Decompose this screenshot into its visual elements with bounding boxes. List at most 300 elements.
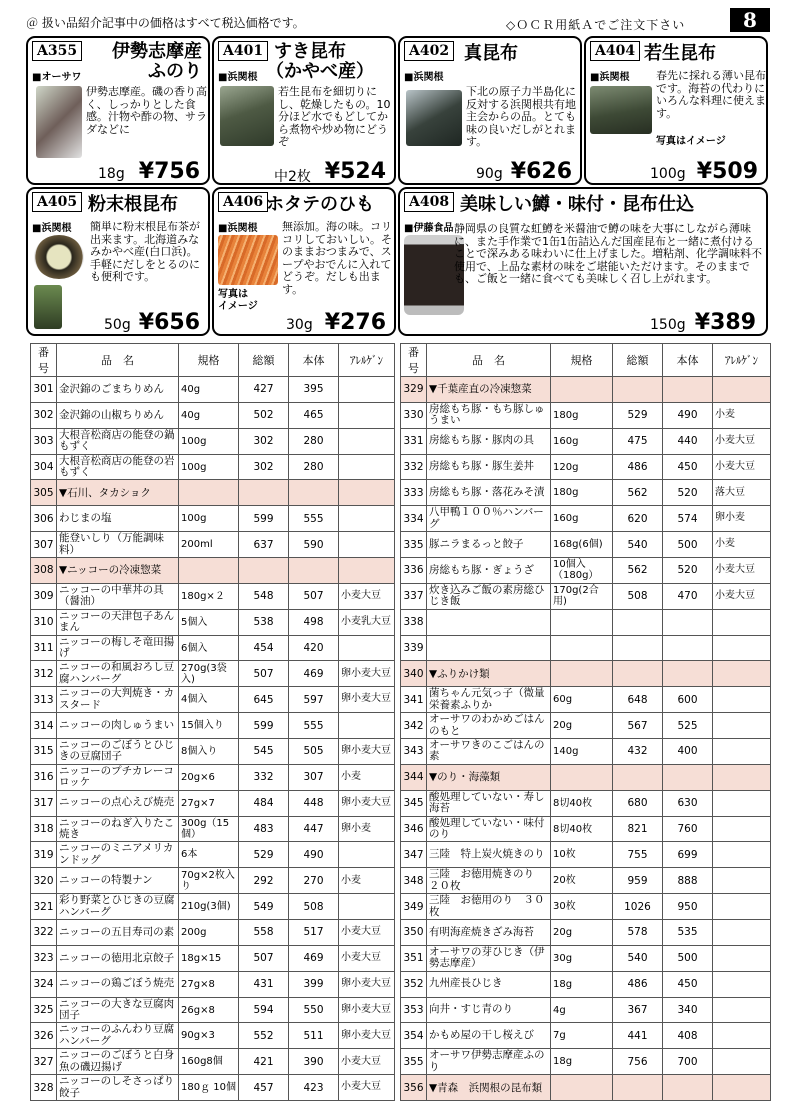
item-allergen	[713, 609, 771, 635]
table-row	[401, 687, 771, 713]
header-name: 品 名	[427, 344, 551, 377]
empty-cell	[551, 377, 613, 403]
item-number: 329	[401, 377, 427, 403]
item-spec: 6本	[179, 842, 239, 868]
item-spec: 180g	[551, 480, 613, 506]
item-spec: 5個入	[179, 609, 239, 635]
item-spec: 15個入り	[179, 713, 239, 739]
item-number: 323	[31, 945, 57, 971]
item-name: 房総もち豚・ぎょうざ	[427, 558, 551, 584]
maker: ■伊藤食品	[404, 223, 454, 234]
table-row	[31, 971, 395, 997]
header-allergen: ｱﾚﾙｹﾞﾝ	[339, 344, 395, 377]
item-name: ニッコーのねぎ入りたこ焼き	[57, 816, 179, 842]
product-code: A402	[404, 41, 454, 61]
item-total: 483	[239, 816, 289, 842]
item-number: 327	[31, 1049, 57, 1075]
item-spec: 8個入り	[179, 739, 239, 765]
item-total: 486	[613, 454, 663, 480]
item-spec: 18g	[551, 1049, 613, 1075]
item-allergen	[339, 842, 395, 868]
item-base: 498	[289, 609, 339, 635]
item-allergen	[713, 997, 771, 1023]
empty-cell	[663, 377, 713, 403]
item-name: 有明海産焼きざみ海苔	[427, 920, 551, 946]
item-spec: 4g	[551, 997, 613, 1023]
item-name	[427, 635, 551, 661]
item-spec: 140g	[551, 739, 613, 765]
item-allergen: 卵小麦大豆	[339, 687, 395, 713]
empty-cell	[613, 1075, 663, 1101]
item-number: 315	[31, 739, 57, 765]
item-allergen	[713, 971, 771, 997]
price: ¥509	[696, 159, 758, 184]
quantity: 中2枚	[274, 169, 311, 185]
table-header-row	[401, 344, 771, 377]
item-base: 280	[289, 428, 339, 454]
item-allergen	[713, 739, 771, 765]
item-base: 490	[663, 402, 713, 428]
header-base: 本体	[289, 344, 339, 377]
item-base: 597	[289, 687, 339, 713]
empty-cell	[179, 480, 239, 506]
table-row	[31, 661, 395, 687]
section-row	[31, 558, 395, 584]
item-base: 517	[289, 920, 339, 946]
item-allergen	[339, 454, 395, 480]
table-row	[31, 894, 395, 920]
item-name: ニッコーの中華丼の具（醤油）	[57, 583, 179, 609]
item-allergen: 卵小麦	[339, 816, 395, 842]
product-name: ホタテのひも	[266, 194, 374, 215]
item-name: 三陸 特上炭火焼きのり	[427, 842, 551, 868]
item-number: 324	[31, 971, 57, 997]
product-card-a355[interactable]	[26, 36, 210, 185]
price-table-left	[30, 343, 395, 1101]
maker: ■浜関根	[404, 72, 444, 83]
item-name: ニッコーの天津包子あんまん	[57, 609, 179, 635]
product-package-photo	[34, 285, 62, 329]
empty-cell	[339, 558, 395, 584]
table-row	[31, 816, 395, 842]
item-number: 334	[401, 506, 427, 532]
item-base: 888	[663, 868, 713, 894]
product-card-a401[interactable]	[212, 36, 396, 185]
item-total: 302	[239, 428, 289, 454]
item-name: 金沢錦の山椒ちりめん	[57, 402, 179, 428]
item-name: 大根音松商店の能登の岩もずく	[57, 454, 179, 480]
item-name: 大根音松商店の能登の鍋もずく	[57, 428, 179, 454]
product-name: 真昆布	[464, 43, 518, 64]
table-row	[401, 480, 771, 506]
item-spec: 27g×7	[179, 790, 239, 816]
item-base: 525	[663, 713, 713, 739]
table-row	[401, 713, 771, 739]
item-allergen: 落大豆	[713, 480, 771, 506]
item-total: 599	[239, 713, 289, 739]
item-total: 562	[613, 558, 663, 584]
item-total: 454	[239, 635, 289, 661]
section-row	[401, 1075, 771, 1101]
item-allergen: 小麦大豆	[713, 583, 771, 609]
product-code: A408	[404, 192, 454, 212]
item-number: 322	[31, 920, 57, 946]
product-description: 下北の原子力半島化に反対する浜関根共有地主会からの品。とても味の良いだしがとれます。	[466, 86, 576, 148]
item-spec: 60g	[551, 687, 613, 713]
product-code: A401	[218, 41, 268, 61]
item-spec: 160g	[551, 506, 613, 532]
table-row	[401, 920, 771, 946]
item-base: 520	[663, 480, 713, 506]
product-description: 簡単に粉末根昆布茶が出来ます。北海道みなみかやべ産(白口浜)。手軽にだしをとるのにも便利です。	[90, 221, 200, 283]
price: ¥276	[324, 310, 386, 335]
header-spec: 規格	[551, 344, 613, 377]
item-allergen: 小麦大豆	[339, 1049, 395, 1075]
product-name: 美味しい鱒・味付・昆布仕込	[460, 194, 694, 215]
item-spec: 18g×15	[179, 945, 239, 971]
item-total: 959	[613, 868, 663, 894]
table-row	[31, 454, 395, 480]
item-number: 317	[31, 790, 57, 816]
item-total: 441	[613, 1023, 663, 1049]
product-description: 伊勢志摩産。磯の香り高く、しっかりとした食感。汁物や酢の物、サラダなどに	[86, 86, 207, 136]
photo-note: 写真はイメージ	[656, 136, 726, 147]
item-number: 356	[401, 1075, 427, 1101]
item-number: 302	[31, 402, 57, 428]
item-total: 507	[239, 945, 289, 971]
item-total: 562	[613, 480, 663, 506]
item-total: 486	[613, 971, 663, 997]
item-name: 房総もち豚・落花みそ漬	[427, 480, 551, 506]
item-spec: 4個入	[179, 687, 239, 713]
table-row	[401, 739, 771, 765]
item-name: ニッコーの徳用北京餃子	[57, 945, 179, 971]
item-allergen	[339, 428, 395, 454]
table-row	[31, 790, 395, 816]
item-allergen: 卵小麦大豆	[339, 997, 395, 1023]
item-spec: 160g	[551, 428, 613, 454]
item-total: 599	[239, 506, 289, 532]
item-name: 房総もち豚・もち豚しゅうまい	[427, 402, 551, 428]
product-card-a405[interactable]	[26, 187, 210, 336]
empty-cell	[551, 764, 613, 790]
item-allergen: 小麦大豆	[339, 1075, 395, 1101]
item-base: 950	[663, 894, 713, 920]
item-total: 558	[239, 920, 289, 946]
product-photo	[590, 86, 652, 134]
item-spec: 180g×２	[179, 583, 239, 609]
item-number: 306	[31, 506, 57, 532]
item-allergen	[713, 790, 771, 816]
section-title: ▼ニッコーの冷凍惣菜	[57, 558, 179, 584]
empty-cell	[239, 480, 289, 506]
table-row	[31, 920, 395, 946]
item-name: オーサワの芽ひじき（伊勢志摩産）	[427, 945, 551, 971]
product-name-line2: ふのり	[148, 61, 202, 82]
empty-cell	[713, 661, 771, 687]
item-spec: 200ml	[179, 532, 239, 558]
item-total: 432	[613, 739, 663, 765]
product-description: 静岡県の良質な虹鱒を米醤油で鱒の味を大事にしながら薄味に、また手作業で1缶1缶詰込んだ国産昆布と一緒に煮付けることで深みある味わいに仕上げました。増粘剤、化学調味料不使用で、上品な素材の味をご堪能いただけます。そのままでも、ご飯と一緒に食べても美味しく召し上がれます。	[454, 223, 762, 285]
item-number: 305	[31, 480, 57, 506]
item-spec: 168g(6個)	[551, 532, 613, 558]
item-base: 630	[663, 790, 713, 816]
item-number: 319	[31, 842, 57, 868]
photo-note: 写真は イメージ	[218, 289, 258, 312]
table-row	[401, 997, 771, 1023]
quantity: 90g	[476, 166, 503, 182]
item-name: 九州産長ひじき	[427, 971, 551, 997]
item-spec: 100g	[179, 506, 239, 532]
product-code: A404	[590, 41, 640, 61]
table-row	[401, 609, 771, 635]
item-base: 590	[289, 532, 339, 558]
table-row	[31, 945, 395, 971]
item-number: 312	[31, 661, 57, 687]
table-row	[401, 428, 771, 454]
table-row	[401, 1049, 771, 1075]
item-name: ニッコーの点心えび焼売	[57, 790, 179, 816]
maker: ■浜関根	[218, 223, 258, 234]
table-row	[31, 1049, 395, 1075]
item-allergen	[713, 920, 771, 946]
table-row	[401, 558, 771, 584]
empty-cell	[713, 377, 771, 403]
item-number: 321	[31, 894, 57, 920]
empty-cell	[713, 764, 771, 790]
item-name: オーサワ伊勢志摩産ふのり	[427, 1049, 551, 1075]
item-total: 637	[239, 532, 289, 558]
item-allergen: 卵小麦大豆	[339, 1023, 395, 1049]
product-code: A355	[32, 41, 82, 61]
item-spec: 30枚	[551, 894, 613, 920]
item-base: 447	[289, 816, 339, 842]
item-total: 680	[613, 790, 663, 816]
item-name: オーサワきのこごはんの素	[427, 739, 551, 765]
item-number: 308	[31, 558, 57, 584]
table-row	[31, 609, 395, 635]
item-number: 348	[401, 868, 427, 894]
item-total: 507	[239, 661, 289, 687]
item-name: ニッコーのしそさっぱり餃子	[57, 1075, 179, 1101]
table-row	[31, 532, 395, 558]
empty-cell	[663, 764, 713, 790]
item-total: 302	[239, 454, 289, 480]
item-total: 427	[239, 377, 289, 403]
item-number: 309	[31, 583, 57, 609]
empty-cell	[289, 480, 339, 506]
item-number: 307	[31, 532, 57, 558]
item-name: ニッコーの梅しそ竜田揚げ	[57, 635, 179, 661]
item-base: 555	[289, 506, 339, 532]
product-card-a404[interactable]	[584, 36, 768, 185]
item-number: 328	[31, 1075, 57, 1101]
product-description: 春先に採れる薄い昆布です。海苔の代わりにいろんな料理に使えます。	[656, 70, 766, 120]
item-name: 房総もち豚・豚肉の具	[427, 428, 551, 454]
item-name: 彩り野菜とひじきの豆腐ハンバーグ	[57, 894, 179, 920]
item-name: ニッコーのごぼうとひじきの豆腐団子	[57, 739, 179, 765]
item-allergen	[713, 868, 771, 894]
item-number: 320	[31, 868, 57, 894]
item-allergen: 卵小麦	[713, 506, 771, 532]
item-base: 399	[289, 971, 339, 997]
item-name: ニッコーのふんわり豆腐ハンバーグ	[57, 1023, 179, 1049]
item-spec: 18g	[551, 971, 613, 997]
section-row	[31, 480, 395, 506]
item-allergen: 小麦	[713, 402, 771, 428]
product-photo	[220, 86, 274, 146]
item-total: 292	[239, 868, 289, 894]
item-spec: 10個入（180g）	[551, 558, 613, 584]
item-base: 760	[663, 816, 713, 842]
item-name: ニッコーのごぼうと白身魚の磯辺揚げ	[57, 1049, 179, 1075]
item-allergen: 小麦大豆	[713, 558, 771, 584]
table-row	[31, 764, 395, 790]
item-base	[663, 609, 713, 635]
empty-cell	[663, 661, 713, 687]
item-number: 338	[401, 609, 427, 635]
item-total: 648	[613, 687, 663, 713]
item-name: ニッコーの五目寿司の素	[57, 920, 179, 946]
item-allergen: 小麦	[339, 764, 395, 790]
item-base: 469	[289, 661, 339, 687]
table-row	[401, 402, 771, 428]
price: ¥389	[694, 310, 756, 335]
empty-cell	[613, 764, 663, 790]
table-header-row	[31, 344, 395, 377]
item-total: 548	[239, 583, 289, 609]
empty-cell	[239, 558, 289, 584]
item-number: 313	[31, 687, 57, 713]
item-spec: 70g×2枚入り	[179, 868, 239, 894]
header-no: 番号	[31, 344, 57, 377]
item-total: 431	[239, 971, 289, 997]
table-row	[31, 402, 395, 428]
product-photo	[218, 235, 278, 285]
item-spec	[551, 635, 613, 661]
item-allergen	[713, 1023, 771, 1049]
empty-cell	[551, 661, 613, 687]
table-row	[401, 868, 771, 894]
product-card-a402[interactable]	[398, 36, 582, 185]
item-spec: 26g×8	[179, 997, 239, 1023]
product-card-a408[interactable]	[398, 187, 768, 336]
table-row	[31, 997, 395, 1023]
table-row	[31, 868, 395, 894]
item-base: 408	[663, 1023, 713, 1049]
section-row	[401, 661, 771, 687]
item-base: 465	[289, 402, 339, 428]
item-spec	[551, 609, 613, 635]
item-allergen: 卵小麦大豆	[339, 739, 395, 765]
item-number: 341	[401, 687, 427, 713]
item-number: 316	[31, 764, 57, 790]
table-row	[31, 842, 395, 868]
item-base: 307	[289, 764, 339, 790]
item-allergen	[339, 635, 395, 661]
item-allergen: 卵小麦大豆	[339, 661, 395, 687]
item-base: 508	[289, 894, 339, 920]
item-spec: 10枚	[551, 842, 613, 868]
section-row	[401, 377, 771, 403]
item-base: 507	[289, 583, 339, 609]
item-allergen	[713, 945, 771, 971]
item-base: 500	[663, 532, 713, 558]
item-name: わじまの塩	[57, 506, 179, 532]
item-name: 豚ニラまるっと餃子	[427, 532, 551, 558]
section-title: ▼ふりかけ類	[427, 661, 551, 687]
header-total: 総額	[239, 344, 289, 377]
table-row	[401, 945, 771, 971]
item-allergen: 小麦大豆	[713, 454, 771, 480]
product-card-a406[interactable]	[212, 187, 396, 336]
item-name: 酸処理していない・味付のり	[427, 816, 551, 842]
item-total: 332	[239, 764, 289, 790]
item-name: ニッコーの鶏ごぼう焼売	[57, 971, 179, 997]
table-row	[401, 454, 771, 480]
product-photo	[36, 86, 82, 158]
table-row	[31, 739, 395, 765]
page-header	[26, 8, 770, 34]
item-base	[663, 635, 713, 661]
price: ¥626	[510, 159, 572, 184]
item-name: ニッコーのミニアメリカンドッグ	[57, 842, 179, 868]
item-total: 540	[613, 945, 663, 971]
tax-note: ＠ 扱い品紹介記事中の価格はすべて税込価格です。	[26, 16, 305, 30]
item-allergen	[713, 635, 771, 661]
price: ¥756	[138, 159, 200, 184]
item-spec: 180g	[551, 402, 613, 428]
item-spec: 170g(2合用)	[551, 583, 613, 609]
item-spec: 30g	[551, 945, 613, 971]
item-spec: 100g	[179, 454, 239, 480]
item-spec: 27g×8	[179, 971, 239, 997]
item-total: 1026	[613, 894, 663, 920]
item-spec: 210g(3個)	[179, 894, 239, 920]
item-number: 318	[31, 816, 57, 842]
item-total: 567	[613, 713, 663, 739]
item-spec: 40g	[179, 402, 239, 428]
item-allergen	[339, 402, 395, 428]
item-total: 421	[239, 1049, 289, 1075]
item-total: 529	[613, 402, 663, 428]
product-name: 若生昆布	[644, 43, 716, 64]
item-number: 346	[401, 816, 427, 842]
item-allergen	[713, 687, 771, 713]
item-total: 594	[239, 997, 289, 1023]
item-number: 353	[401, 997, 427, 1023]
item-name: 酸処理していない・寿し海苔	[427, 790, 551, 816]
item-allergen	[713, 1049, 771, 1075]
empty-cell	[289, 558, 339, 584]
item-number: 331	[401, 428, 427, 454]
product-photo	[406, 90, 462, 146]
item-name: ニッコーの和風おろし豆腐ハンバーグ	[57, 661, 179, 687]
item-total	[613, 635, 663, 661]
item-name: ニッコーのプチカレーコロッケ	[57, 764, 179, 790]
item-base: 490	[289, 842, 339, 868]
item-total: 484	[239, 790, 289, 816]
item-spec: 160g8個	[179, 1049, 239, 1075]
item-allergen	[713, 894, 771, 920]
item-total: 755	[613, 842, 663, 868]
item-allergen: 小麦大豆	[339, 583, 395, 609]
item-allergen	[339, 506, 395, 532]
empty-cell	[613, 661, 663, 687]
item-number: 333	[401, 480, 427, 506]
item-base: 505	[289, 739, 339, 765]
item-name: ニッコーの大きな豆腐肉団子	[57, 997, 179, 1023]
